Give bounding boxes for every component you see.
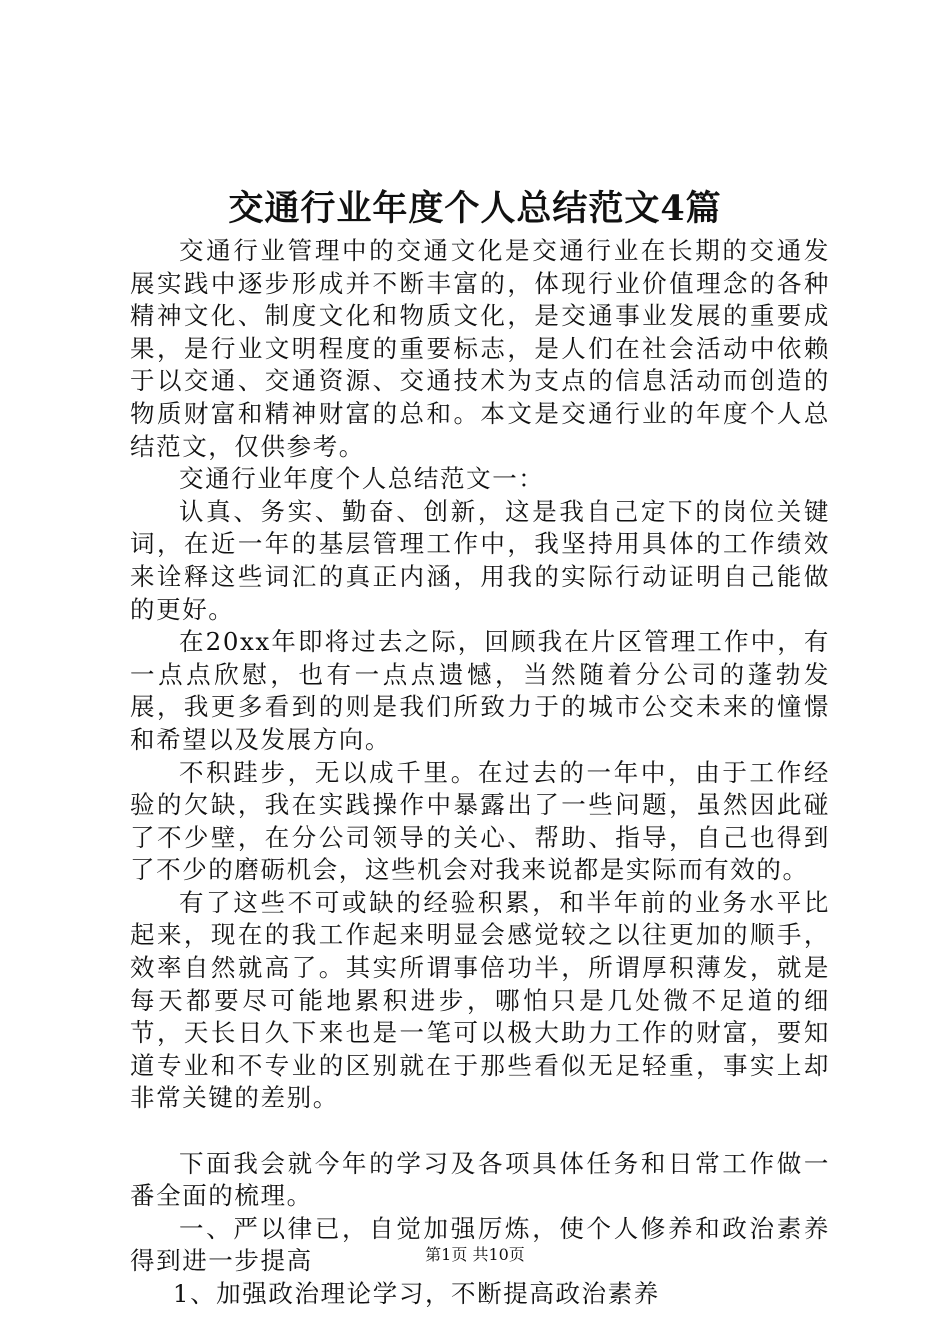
document-title: 交通行业年度个人总结范文4篇	[228, 188, 722, 229]
body-paragraph: 下面我会就今年的学习及各项具体任务和日常工作做一番全面的梳理。	[130, 1148, 830, 1211]
page-footer: 第1页 共10页	[425, 1245, 525, 1264]
body-paragraph: 有了这些不可或缺的经验积累，和半年前的业务水平比起来，现在的我工作起来明显会感觉较之以往更加的顺手，效率自然就高了。其实所谓事倍功半，所谓厚积薄发，就是每天都要尽可能地累积进步，哪怕只是几处微不足道的细节，天长日久下来也是一笔可以极大助力工作的财富，要知道专业和不专业的区别就在于那些看似无足轻重，事实上却非常关键的差别。	[130, 887, 830, 1113]
body-paragraph: 在20xx年即将过去之际，回顾我在片区管理工作中，有一点点欣慰，也有一点点遗憾，当然随着分公司的蓬勃发展，我更多看到的则是我们所致力于的城市公交未来的憧憬和希望以及发展方向。	[130, 627, 830, 754]
blank-line	[130, 1115, 830, 1148]
body-paragraph: 认真、务实、勤奋、创新，这是我自己定下的岗位关键词，在近一年的基层管理工作中，我坚持用具体的工作绩效来诠释这些词汇的真正内涵，用我的实际行动证明自己能做的更好。	[130, 496, 830, 624]
subheading-1: 一、严以律已，自觉加强厉炼，使个人修养和政治素养得到进一步提高	[130, 1213, 830, 1276]
body-paragraph: 不积跬步，无以成千里。在过去的一年中，由于工作经验的欠缺，我在实践操作中暴露出了一些问题，虽然因此碰了不少壁，在分公司领导的关心、帮助、指导，自己也得到了不少的磨砺机会，这些机会对我来说都是实际而有效的。	[130, 757, 830, 885]
section-heading-1: 交通行业年度个人总结范文一：	[179, 464, 545, 494]
list-item: 1、加强政治理论学习，不断提高政治素养	[172, 1279, 660, 1308]
document-body	[130, 235, 830, 1311]
intro-paragraph: 交通行业管理中的交通文化是交通行业在长期的交通发展实践中逐步形成并不断丰富的，体现行业价值理念的各种精神文化、制度文化和物质文化，是交通事业发展的重要成果，是行业文明程度的重要标志，是人们在社会活动中依赖于以交通、交通资源、交通技术为支点的信息活动而创造的物质财富和精神财富的总和。本文是交通行业的年度个人总结范文，仅供参考。	[130, 236, 830, 461]
